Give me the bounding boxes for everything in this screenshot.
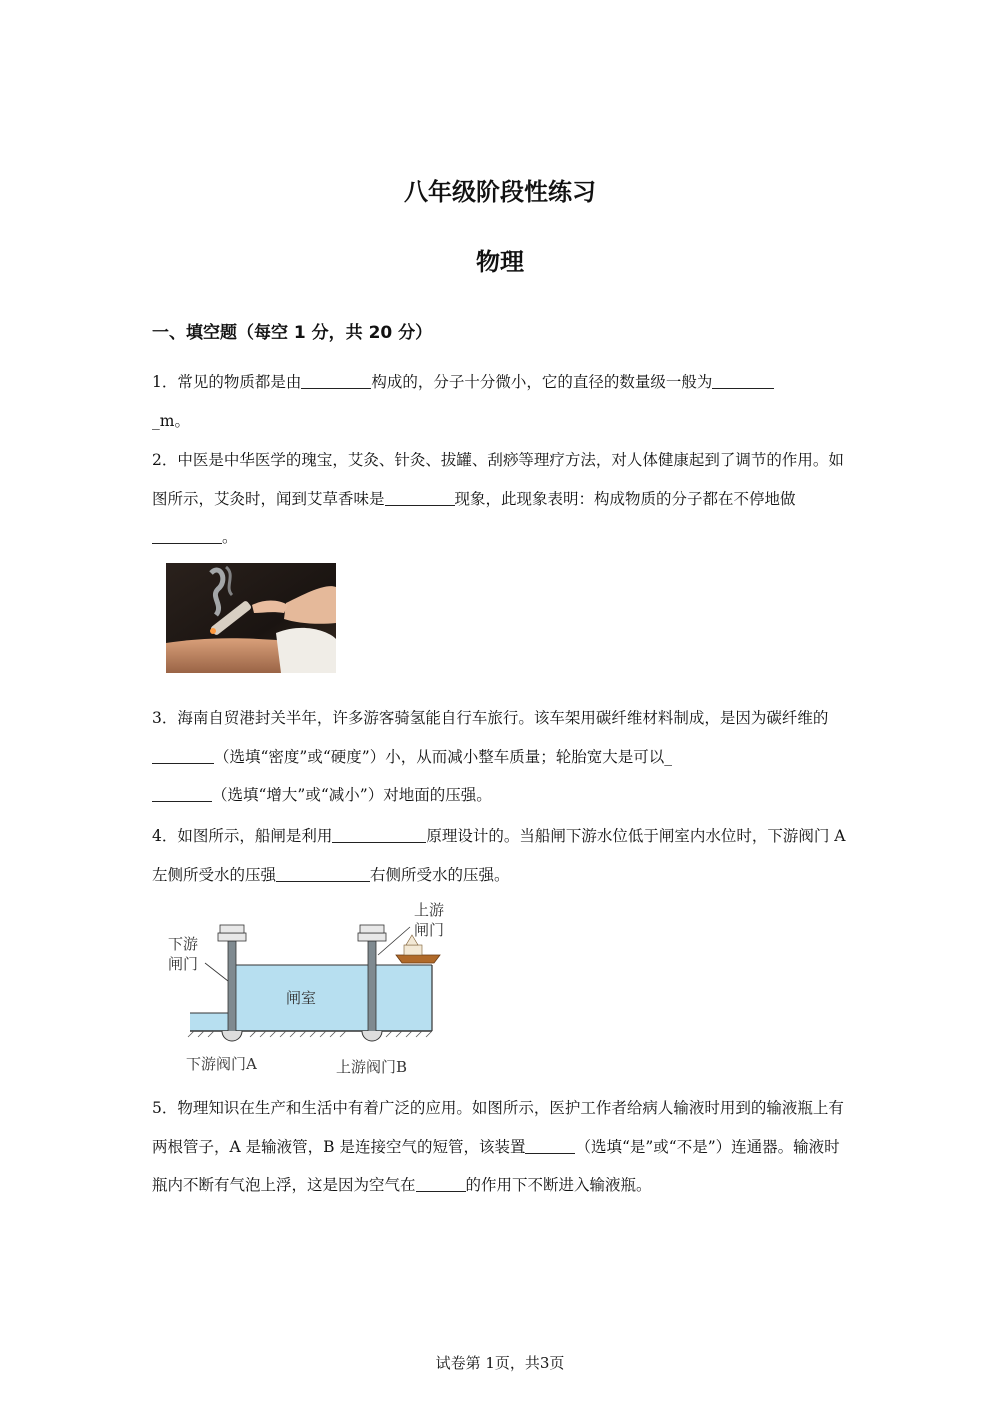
subject-title: 物理: [476, 248, 524, 276]
label-upstream-gate-1: 上游: [414, 901, 445, 919]
question-3: [152, 699, 852, 815]
question-2: [152, 441, 852, 557]
label-chamber: 闸室: [286, 989, 317, 1007]
moxibustion-photo: [166, 563, 336, 677]
q2-text-b: 现象，此现象表明：构成物质的分子都在不停地做: [454, 489, 796, 508]
q3-text-a: 3．海南自贸港封关半年，许多游客骑氢能自行车旅行。该车架用碳纤维材料制成，是因为碳纤维的: [152, 709, 829, 727]
label-downstream-gate-2: 闸门: [168, 955, 199, 973]
q2-blank-1[interactable]: [385, 489, 455, 506]
q2-text-a: 2．中医是中华医学的瑰宝，艾灸、针灸、拔罐、刮痧等理疗方法，对人体健康起到了调节的作用。如图所示，艾灸时，闻到艾草香味是: [152, 451, 844, 508]
q3-blank-1[interactable]: [152, 747, 214, 764]
q4-blank-2[interactable]: [276, 865, 370, 882]
ship-lock-diagram: [160, 895, 460, 1084]
q1-blank-2[interactable]: [712, 373, 774, 390]
q5-text-c: 的作用下不断进入输液瓶。: [465, 1176, 652, 1194]
section-heading: 一、填空题（每空 1 分，共 20 分）: [152, 323, 433, 343]
page-footer: 试卷第 1页，共3页: [435, 1354, 565, 1372]
question-4: [152, 817, 852, 894]
q4-text-a: 4．如图所示，船闸是利用: [152, 827, 333, 845]
exam-title: 八年级阶段性练习: [404, 178, 596, 206]
q5-text-b: （选填“是”或“不是”）连通器。输液时瓶内不断有气泡上浮，这是因为空气在: [152, 1137, 840, 1194]
q5-blank-1[interactable]: [525, 1137, 575, 1154]
q5-blank-2[interactable]: [416, 1176, 466, 1193]
q3-blank-2[interactable]: [152, 786, 212, 803]
question-5: [152, 1089, 852, 1205]
label-valve-b: 上游阀门B: [336, 1058, 408, 1076]
q2-blank-2[interactable]: [152, 528, 222, 545]
label-upstream-gate-2: 闸门: [414, 921, 445, 939]
q4-text-b: 原理设计的。当船闸下游水位低于闸室内水位时，下游阀门 A 左侧所受水的压强: [152, 827, 846, 884]
q3-text-b: （选填“密度”或“硬度”）小，从而减小整车质量；轮胎宽大是可以_: [214, 747, 672, 766]
q1-text-b: 构成的，分子十分微小，它的直径的数量级一般为: [371, 373, 713, 391]
q4-blank-1[interactable]: [332, 827, 426, 844]
label-valve-a: 下游阀门A: [186, 1055, 257, 1073]
q2-text-c: 。: [222, 528, 238, 546]
q1-text-c: _m。: [152, 411, 190, 430]
q1-text-a: 1．常见的物质都是由: [152, 373, 302, 391]
question-1: [152, 363, 852, 440]
label-downstream-gate-1: 下游: [168, 935, 199, 953]
q4-text-c: 右侧所受水的压强。: [370, 865, 510, 884]
q5-text-a: 5．物理知识在生产和生活中有着广泛的应用。如图所示，医护工作者给病人输液时用到的输液瓶上有两根管子，A 是输液管，B 是连接空气的短管，该装置: [152, 1099, 844, 1156]
q3-text-c: （选填“增大”或“减小”）对地面的压强。: [212, 786, 492, 804]
q1-blank-1[interactable]: [301, 373, 371, 390]
